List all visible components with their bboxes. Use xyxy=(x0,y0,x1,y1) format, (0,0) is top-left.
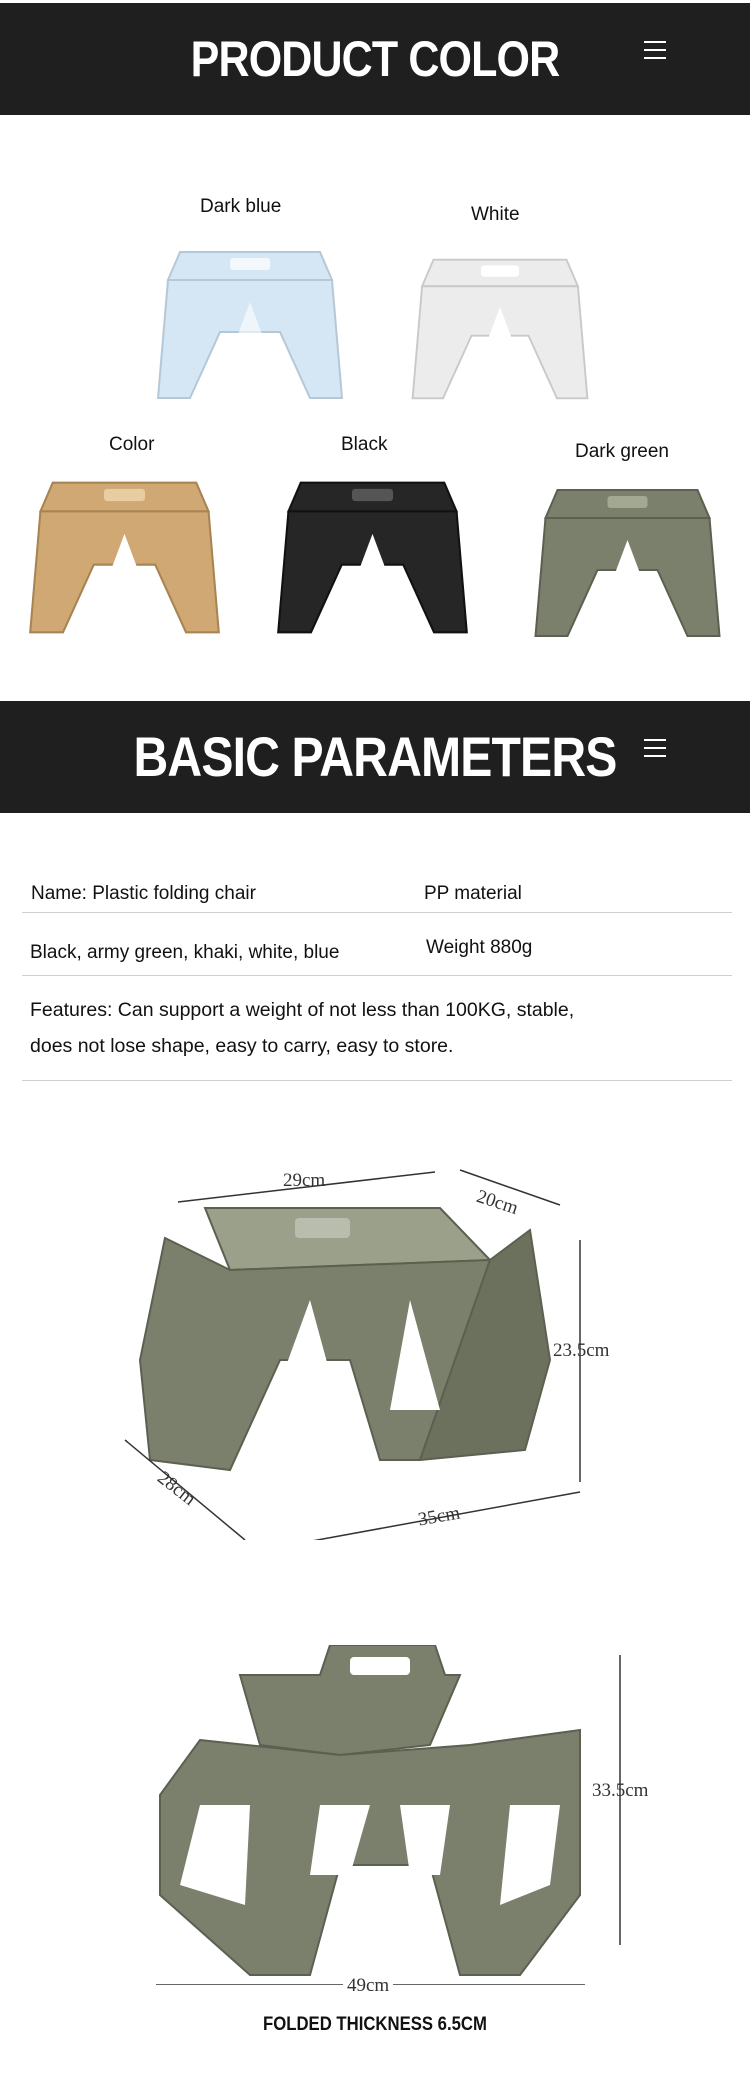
color-label-dark-green: Dark green xyxy=(575,441,669,462)
dim-top-length: 29cm xyxy=(283,1170,326,1191)
param-name: Name: Plastic folding chair xyxy=(31,883,256,904)
dim-folded-height: 33.5cm xyxy=(592,1780,649,1801)
stool-image-black[interactable] xyxy=(270,470,475,645)
features-line-1: Features: Can support a weight of not less than 100KG, stable, xyxy=(30,999,575,1021)
menu-icon[interactable] xyxy=(644,41,666,59)
dim-base-length: 35cm xyxy=(416,1502,462,1531)
param-colors: Black, army green, khaki, white, blue xyxy=(30,942,340,963)
color-label-black: Black xyxy=(341,434,388,455)
product-color-banner xyxy=(0,3,750,115)
param-row xyxy=(22,913,732,976)
features-line-2: does not lose shape, easy to carry, easy to store. xyxy=(30,1035,454,1057)
section-title: BASIC PARAMETERS xyxy=(133,725,617,788)
menu-icon[interactable] xyxy=(644,739,666,757)
param-weight: Weight 880g xyxy=(426,937,533,958)
table-divider xyxy=(22,1080,732,1081)
dim-folded-width: 49cm xyxy=(343,1975,393,1997)
folded-thickness-caption: FOLDED THICKNESS 6.5CM xyxy=(263,2014,487,2035)
assembled-stool-diagram xyxy=(110,1160,630,1540)
stool-image-dark-green[interactable] xyxy=(525,478,730,648)
color-label-white: White xyxy=(471,204,520,225)
param-features xyxy=(30,992,670,1064)
param-material: PP material xyxy=(424,883,522,904)
folded-stool-diagram xyxy=(140,1645,670,1985)
color-label-dark-blue: Dark blue xyxy=(200,196,282,217)
section-title: PRODUCT COLOR xyxy=(190,31,560,87)
stool-image-dark-blue[interactable] xyxy=(150,240,350,410)
color-label-color: Color xyxy=(109,434,155,455)
dim-base-depth: 28cm xyxy=(153,1467,200,1510)
basic-parameters-banner xyxy=(0,701,750,813)
dim-top-width: 20cm xyxy=(473,1186,521,1220)
dim-height: 23.5cm xyxy=(553,1340,610,1361)
stool-image-white[interactable] xyxy=(405,248,595,410)
param-row xyxy=(22,870,732,913)
stool-image-khaki[interactable] xyxy=(22,470,227,645)
